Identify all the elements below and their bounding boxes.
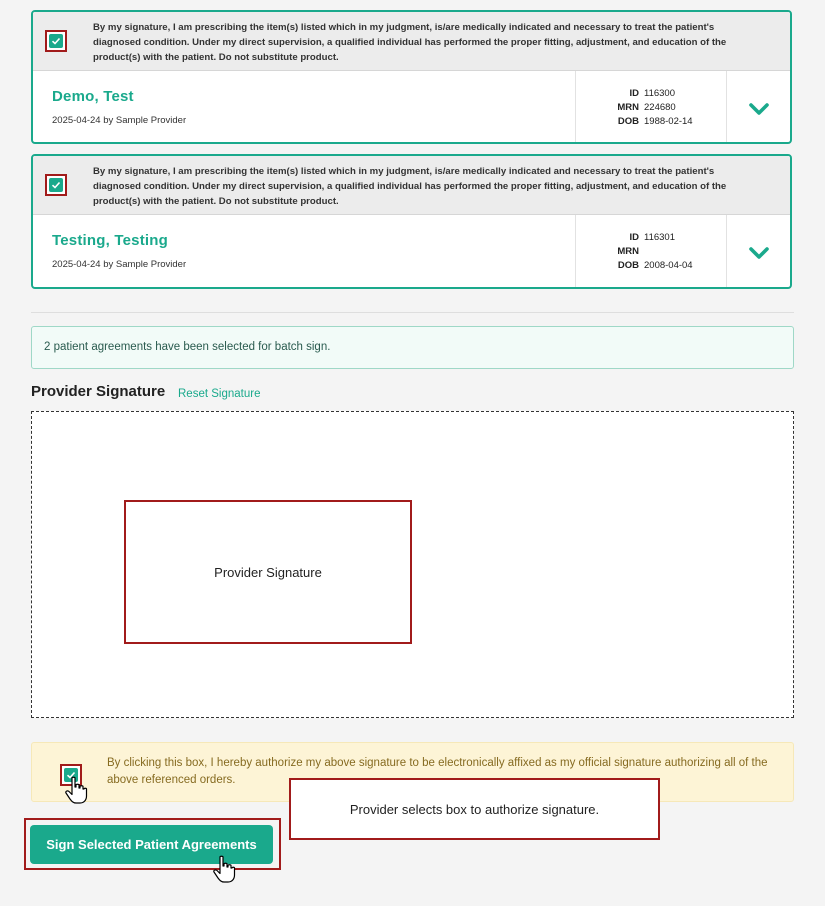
attestation-text: By my signature, I am prescribing the item(s) listed which in my judgment, is/are medically indicated and necessary to treat the patient's diagnosed condition. Under my direct supervision, a qualified individual has performed the proper fitting, adjustment, and education of the product(s) with the patient. Do not substitute product. [93, 166, 727, 207]
patient-ids [575, 215, 727, 289]
attestation-row [33, 12, 790, 71]
patient-meta: 2025-04-24 by Sample Provider [52, 115, 187, 126]
chevron-down-icon[interactable] [748, 245, 770, 261]
patient-meta: 2025-04-24 by Sample Provider [52, 259, 187, 270]
annotation-highlight [45, 30, 67, 52]
patient-name[interactable]: Testing, Testing [52, 232, 168, 249]
dob-label: DOB [617, 260, 639, 271]
patient-name[interactable]: Demo, Test [52, 88, 134, 105]
id-label: ID [629, 232, 639, 243]
hand-pointer-icon [212, 855, 236, 883]
patient-select-checkbox[interactable] [49, 34, 63, 48]
authorization-text: By clicking this box, I hereby authorize my above signature to be electronically affixed as my official signature authorizing all of the above referenced orders. [107, 757, 768, 786]
id-label: ID [629, 88, 639, 99]
check-icon [51, 180, 61, 190]
annotation-highlight [45, 174, 67, 196]
id-value: 116300 [644, 88, 675, 99]
signature-title: Provider Signature [31, 383, 166, 400]
reset-signature-link[interactable]: Reset Signature [178, 388, 261, 400]
dob-value: 1988-02-14 [644, 116, 693, 127]
signature-annotation: Provider Signature [124, 500, 412, 644]
dob-label: DOB [617, 116, 639, 127]
chevron-down-icon[interactable] [748, 101, 770, 117]
patient-info [33, 215, 790, 289]
attestation-row [33, 156, 790, 215]
mrn-value: 224680 [644, 102, 676, 113]
divider [31, 312, 794, 313]
sign-selected-button[interactable]: Sign Selected Patient Agreements [30, 825, 273, 864]
mrn-label: MRN [617, 246, 639, 257]
patient-ids [575, 71, 727, 144]
patient-select-checkbox[interactable] [49, 178, 63, 192]
mrn-label: MRN [617, 102, 639, 113]
authorize-annotation: Provider selects box to authorize signature. [289, 778, 660, 840]
patient-info [33, 71, 790, 144]
hand-pointer-icon [64, 776, 88, 804]
id-value: 116301 [644, 232, 675, 243]
patient-card [31, 10, 792, 144]
attestation-text: By my signature, I am prescribing the item(s) listed which in my judgment, is/are medically indicated and necessary to treat the patient's diagnosed condition. Under my direct supervision, a qualified individual has performed the proper fitting, adjustment, and education of the product(s) with the patient. Do not substitute product. [93, 22, 727, 63]
dob-value: 2008-04-04 [644, 260, 693, 271]
patient-card [31, 154, 792, 289]
check-icon [51, 36, 61, 46]
batch-sign-notice: 2 patient agreements have been selected for batch sign. [31, 326, 794, 369]
